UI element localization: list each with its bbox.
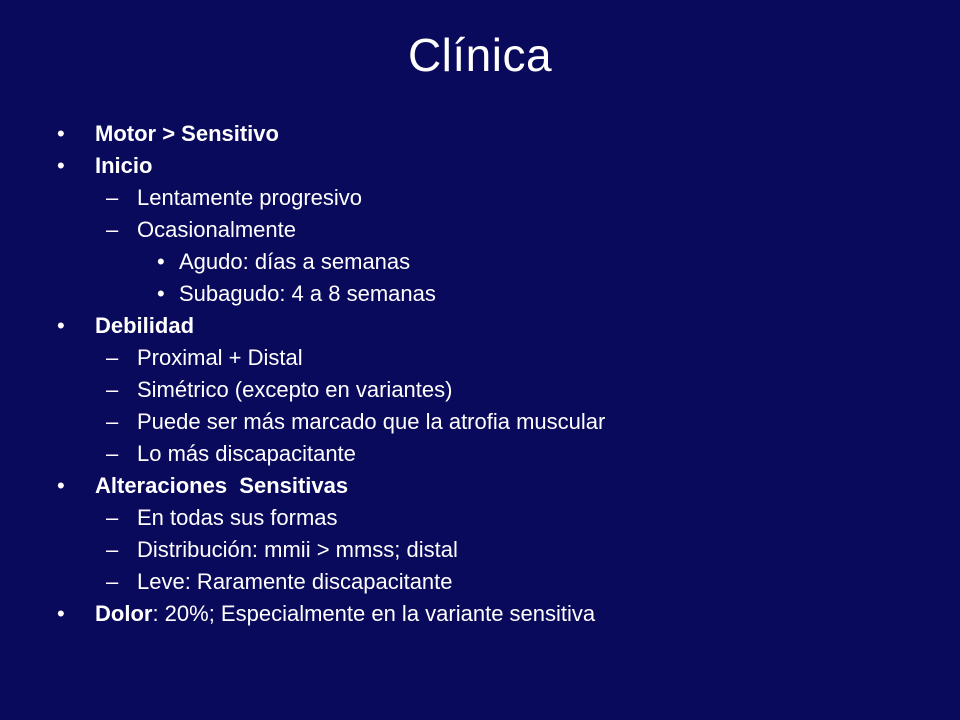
list-item-text: Distribución: mmii > mmss; distal (137, 537, 458, 562)
list-item (57, 342, 937, 374)
list-item (57, 310, 937, 342)
list-item (57, 406, 937, 438)
dash-marker: – (106, 377, 119, 402)
bullet-marker: • (57, 473, 65, 498)
dash-marker: – (106, 505, 119, 530)
dash-marker: – (106, 217, 119, 242)
list-item (57, 118, 937, 150)
list-item-text: Subagudo: 4 a 8 semanas (179, 281, 436, 306)
bullet-list (57, 118, 937, 630)
bullet-marker: • (57, 153, 65, 178)
dash-marker: – (106, 185, 119, 210)
list-item (57, 438, 937, 470)
list-item (57, 246, 937, 278)
list-item (57, 534, 937, 566)
list-item-rest-text: : 20%; Especialmente en la variante sensitiva (152, 601, 596, 626)
list-item (57, 566, 937, 598)
bullet-marker: • (157, 281, 165, 306)
list-item-text: Debilidad (95, 313, 195, 338)
list-item-text: Puede ser más marcado que la atrofia muscular (137, 409, 606, 434)
dash-marker: – (106, 441, 119, 466)
list-item-text: Agudo: días a semanas (179, 249, 411, 274)
list-item-text: Proximal + Distal (137, 345, 303, 370)
list-item-text: Ocasionalmente (137, 217, 296, 242)
list-item (57, 598, 937, 630)
list-item (57, 374, 937, 406)
bullet-marker: • (157, 249, 165, 274)
list-item-text: Simétrico (excepto en variantes) (137, 377, 453, 402)
list-item-text (95, 598, 595, 630)
dash-marker: – (106, 409, 119, 434)
dash-marker: – (106, 537, 119, 562)
list-item (57, 278, 937, 310)
dash-marker: – (106, 345, 119, 370)
list-item (57, 214, 937, 246)
list-item-text: Lo más discapacitante (137, 441, 356, 466)
bullet-marker: • (57, 121, 65, 146)
list-item (57, 150, 937, 182)
list-item (57, 470, 937, 502)
list-item-text: Leve: Raramente discapacitante (137, 569, 453, 594)
list-item-text: En todas sus formas (137, 505, 338, 530)
bullet-marker: • (57, 313, 65, 338)
dash-marker: – (106, 569, 119, 594)
list-item-text: Motor > Sensitivo (95, 121, 279, 146)
list-item-text: Inicio (95, 153, 153, 178)
list-item (57, 502, 937, 534)
list-item-bold-text: Dolor (95, 601, 153, 626)
slide-title: Clínica (407, 29, 553, 81)
list-item (57, 182, 937, 214)
list-item-text: Lentamente progresivo (137, 185, 363, 210)
bullet-marker: • (57, 601, 65, 626)
list-item-text: Alteraciones Sensitivas (95, 473, 349, 498)
